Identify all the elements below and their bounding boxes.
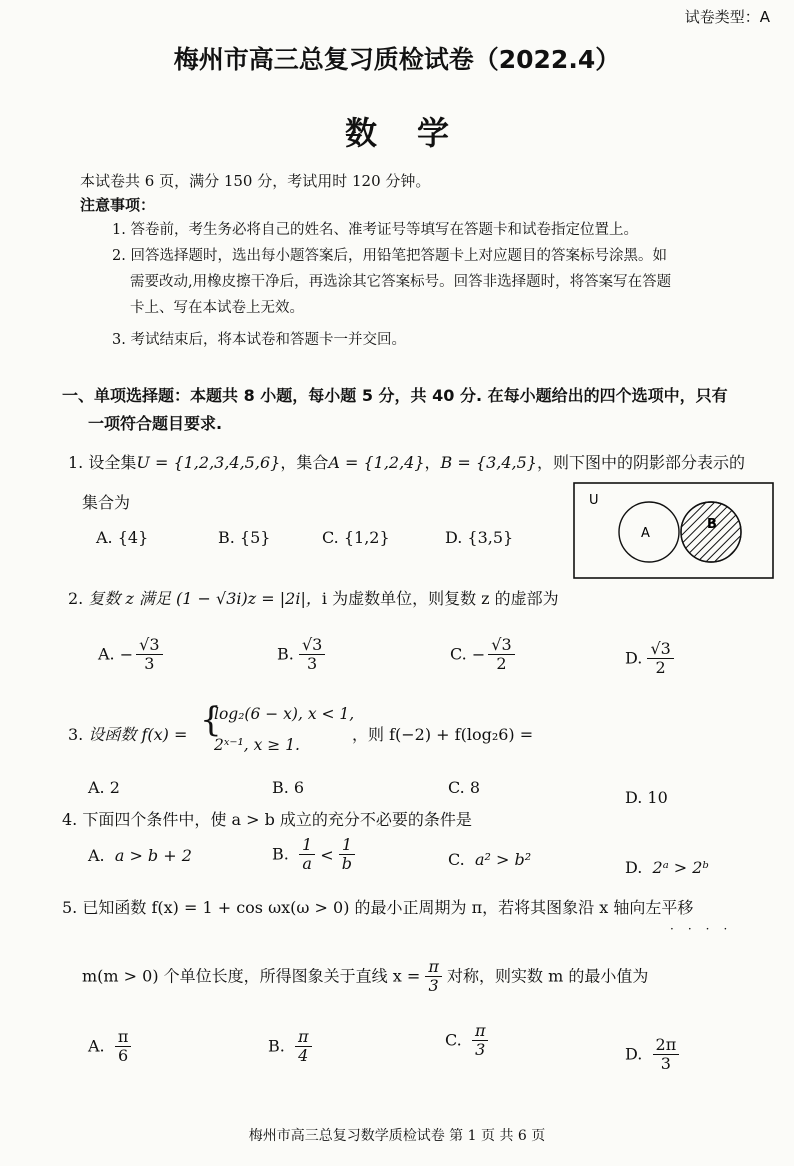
question-1 bbox=[68, 450, 745, 473]
q5-option-b bbox=[268, 1028, 312, 1066]
fraction-denominator: a bbox=[302, 854, 312, 874]
question-3-cont: ，则 f(−2) + f(log₂6) = bbox=[352, 725, 534, 744]
q4-option-c bbox=[448, 850, 531, 869]
question-text: ，集合 bbox=[280, 453, 329, 472]
question-text: i 为虚数单位，则复数 z 的虚部为 bbox=[321, 589, 559, 608]
option-label: A. bbox=[88, 1036, 105, 1056]
question-number: 5. bbox=[62, 898, 78, 917]
math-operator: < bbox=[320, 845, 334, 865]
piecewise-brace: { bbox=[200, 700, 222, 740]
exam-title: 梅州市高三总复习质检试卷（2022.4） bbox=[173, 45, 621, 74]
fraction-numerator: 2π bbox=[653, 1036, 680, 1055]
notice-item-3: 3. 考试结束后，将本试卷和答题卡一并交回。 bbox=[112, 332, 406, 348]
fraction-denominator: 2 bbox=[496, 654, 507, 674]
page-footer: 梅州市高三总复习数学质检试卷 第 1 页 共 6 页 bbox=[248, 1128, 546, 1144]
question-text: 设全集 bbox=[88, 453, 137, 472]
math-expression: a > b + 2 bbox=[114, 846, 192, 865]
fraction-numerator: π bbox=[472, 1022, 489, 1041]
q4-option-d bbox=[625, 858, 709, 877]
fraction-denominator: 3 bbox=[475, 1040, 486, 1060]
option-label: B. bbox=[268, 1036, 285, 1056]
question-text: 设函数 f(x) = bbox=[88, 725, 188, 744]
option-label: D. bbox=[625, 1044, 643, 1064]
q4-option-a bbox=[88, 846, 192, 865]
notice-item-1: 1. 答卷前，考生务必将自己的姓名、准考证号等填写在答题卡和试卷指定位置上。 bbox=[112, 222, 638, 238]
q2-option-b bbox=[277, 636, 325, 674]
fraction-numerator: √3 bbox=[299, 636, 325, 655]
q2-option-d bbox=[625, 640, 674, 678]
q3-option-d: D. 10 bbox=[625, 788, 668, 807]
math-expression: A = {1,2,4} bbox=[328, 453, 425, 472]
option-label: A. bbox=[98, 644, 115, 664]
q5-option-d bbox=[625, 1036, 679, 1074]
piecewise-case-2: 2ˣ⁻¹, x ≥ 1. bbox=[214, 736, 300, 754]
q2-option-c bbox=[450, 636, 515, 674]
fraction-denominator: 3 bbox=[307, 654, 318, 674]
q1-option-a: A. {4} bbox=[96, 528, 149, 547]
q2-option-a bbox=[98, 636, 163, 674]
notice-item-2-cont: 需要改动,用橡皮擦干净后，再选涂其它答案标号。回答非选择题时，将答案写在答题 bbox=[130, 274, 672, 290]
fraction-numerator: 1 bbox=[299, 836, 315, 855]
venn-diagram bbox=[573, 482, 774, 579]
option-label: C. bbox=[448, 850, 465, 869]
question-5-cont bbox=[82, 958, 648, 996]
question-5 bbox=[62, 895, 693, 918]
fraction-numerator: √3 bbox=[647, 640, 673, 659]
question-number: 1. bbox=[68, 453, 84, 472]
fraction-denominator: 3 bbox=[144, 654, 155, 674]
q3-option-b: B. 6 bbox=[272, 778, 305, 797]
option-label: C. bbox=[445, 1030, 462, 1050]
fraction-denominator: 4 bbox=[298, 1046, 309, 1066]
option-label: B. bbox=[272, 844, 289, 864]
section-heading-cont: 一项符合题目要求. bbox=[88, 414, 223, 433]
option-label: C. bbox=[450, 644, 467, 664]
paper-type-label: 试卷类型：A bbox=[684, 8, 770, 26]
option-sign: − bbox=[471, 645, 486, 665]
question-text: 对称，则实数 m 的最小值为 bbox=[446, 966, 649, 986]
exam-intro: 本试卷共 6 页，满分 150 分，考试用时 120 分钟。 bbox=[80, 172, 431, 190]
question-number: 3. bbox=[68, 725, 84, 744]
fraction-denominator: 3 bbox=[428, 976, 439, 996]
q1-option-b: B. {5} bbox=[218, 528, 271, 547]
q5-option-c bbox=[445, 1022, 488, 1060]
question-number: 2. bbox=[68, 589, 84, 608]
fraction-numerator: π bbox=[115, 1028, 132, 1047]
question-4 bbox=[62, 807, 472, 830]
fraction-denominator: 6 bbox=[117, 1046, 129, 1066]
fraction-denominator: 3 bbox=[660, 1054, 671, 1074]
q1-option-d: D. {3,5} bbox=[445, 528, 514, 547]
question-text: 下面四个条件中，使 a > b 成立的充分不必要的条件是 bbox=[82, 810, 472, 829]
math-expression: 复数 z 满足 (1 − √3i)z = |2i|， bbox=[88, 589, 322, 608]
question-text: ， bbox=[424, 453, 441, 472]
fraction-denominator: 2 bbox=[655, 658, 666, 678]
fraction-numerator: π bbox=[425, 958, 442, 977]
option-label: A. bbox=[88, 846, 105, 865]
option-label: D. bbox=[625, 648, 643, 668]
q3-option-a: A. 2 bbox=[88, 778, 120, 797]
option-label: D. bbox=[625, 858, 643, 877]
fraction-denominator: b bbox=[341, 854, 353, 874]
fraction-numerator: π bbox=[295, 1028, 312, 1047]
q4-option-b bbox=[272, 836, 355, 874]
q1-option-c: C. {1,2} bbox=[322, 528, 390, 547]
fraction-numerator: √3 bbox=[136, 636, 162, 655]
emphasis-dots: ···· bbox=[670, 922, 742, 936]
q5-option-a bbox=[88, 1028, 131, 1066]
notice-item-2-cont2: 卡上、写在本试卷上无效。 bbox=[130, 300, 304, 316]
math-expression: B = {3,4,5} bbox=[440, 453, 537, 472]
q3-option-c: C. 8 bbox=[448, 778, 481, 797]
notice-item-2: 2. 回答选择题时，选出每小题答案后，用铅笔把答题卡上对应题目的答案标号涂黑。如 bbox=[112, 248, 667, 264]
option-label: B. bbox=[277, 644, 294, 664]
option-sign: − bbox=[119, 645, 134, 665]
question-2 bbox=[68, 586, 559, 609]
fraction-numerator: 1 bbox=[339, 836, 355, 855]
question-text: ，则下图中的阴影部分表示的 bbox=[536, 453, 745, 472]
piecewise-case-1: log₂(6 − x), x < 1, bbox=[214, 705, 355, 723]
subject-title: 数学 bbox=[344, 114, 489, 152]
math-expression: a² > b² bbox=[474, 850, 532, 869]
question-text: m(m > 0) 个单位长度，所得图象关于直线 x = bbox=[82, 966, 421, 986]
fraction-numerator: √3 bbox=[488, 636, 514, 655]
question-3 bbox=[68, 722, 187, 745]
venn-label-a: A bbox=[641, 526, 650, 541]
question-1-cont: 集合为 bbox=[82, 493, 131, 512]
venn-label-b: B bbox=[707, 517, 717, 532]
math-expression: U = {1,2,3,4,5,6} bbox=[136, 453, 281, 472]
question-text: 已知函数 f(x) = 1 + cos ωx(ω > 0) 的最小正周期为 π，若将其图象沿 x 轴向左平移 bbox=[82, 898, 694, 917]
section-heading: 一、单项选择题：本题共 8 小题，每小题 5 分，共 40 分. 在每小题给出的四个选项中，只有 bbox=[62, 386, 728, 405]
notice-heading: 注意事项： bbox=[80, 196, 156, 214]
math-expression: 2ᵃ > 2ᵇ bbox=[652, 858, 709, 877]
venn-label-u: U bbox=[589, 493, 599, 508]
question-number: 4. bbox=[62, 810, 78, 829]
